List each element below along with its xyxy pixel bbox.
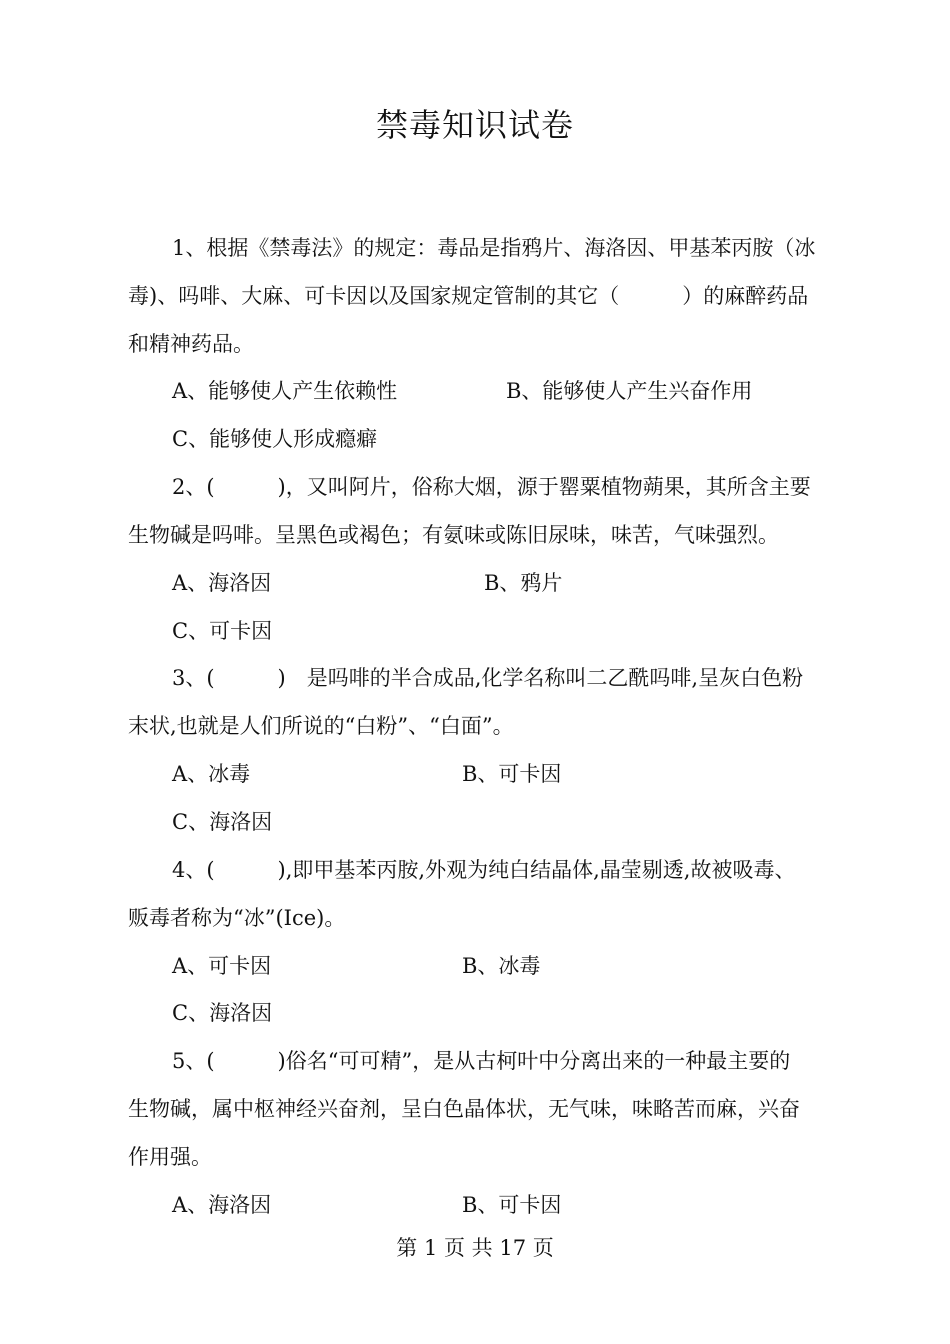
question-text-line: 3、( ) 是吗啡的半合成品,化学名称叫二乙酰吗啡,呈灰白色粉 [172,666,804,690]
question-text-line: 毒)、吗啡、大麻、可卡因以及国家规定管制的其它（ ）的麻醉药品 [128,284,809,308]
question-text-line: 作用强。 [128,1145,212,1169]
option-b: B、鸦片 [484,571,563,595]
page-title: 禁毒知识试卷 [375,106,574,144]
option-a: A、海洛因 [172,1193,272,1217]
page-footer: 第 1 页 共 17 页 [396,1236,554,1260]
option-row [172,376,840,406]
option-c: C、可卡因 [172,619,273,643]
option-a: A、海洛因 [172,571,272,595]
option-a: A、能够使人产生依赖性 [172,379,398,403]
question-text-line: 4、( ),即甲基苯丙胺,外观为纯白结晶体,晶莹剔透,故被吸毒、 [172,858,796,882]
option-b: B、可卡因 [462,1193,562,1217]
option-c: C、能够使人形成瘾癖 [172,427,378,451]
option-c: C、海洛因 [172,810,273,834]
question-text-line: 和精神药品。 [128,332,254,356]
question-text-line: 5、( )俗名“可可精”，是从古柯叶中分离出来的一种最主要的 [172,1049,791,1073]
question-text-line: 生物碱，属中枢神经兴奋剂，呈白色晶体状，无气味，味略苦而麻，兴奋 [128,1097,800,1121]
question-text-line: 生物碱是吗啡。呈黑色或褐色；有氨味或陈旧尿味，味苦，气味强烈。 [128,523,779,547]
question-text-line: 1、根据《禁毒法》的规定：毒品是指鸦片、海洛因、甲基苯丙胺（冰 [172,236,816,260]
option-a: A、冰毒 [172,762,251,786]
option-b: B、冰毒 [462,954,541,978]
option-b: B、能够使人产生兴奋作用 [506,379,753,403]
question-text-line: 贩毒者称为“冰”(Ice)。 [128,906,346,930]
option-row [172,1190,840,1220]
option-row [172,568,840,598]
option-a: A、可卡因 [172,954,272,978]
question-text-line: 末状,也就是人们所说的“白粉”、“白面”。 [128,714,514,738]
option-row [172,951,840,981]
option-b: B、可卡因 [462,762,562,786]
option-row [172,759,840,789]
option-c: C、海洛因 [172,1001,273,1025]
question-text-line: 2、( )，又叫阿片，俗称大烟，源于罂粟植物蒴果，其所含主要 [172,475,811,499]
